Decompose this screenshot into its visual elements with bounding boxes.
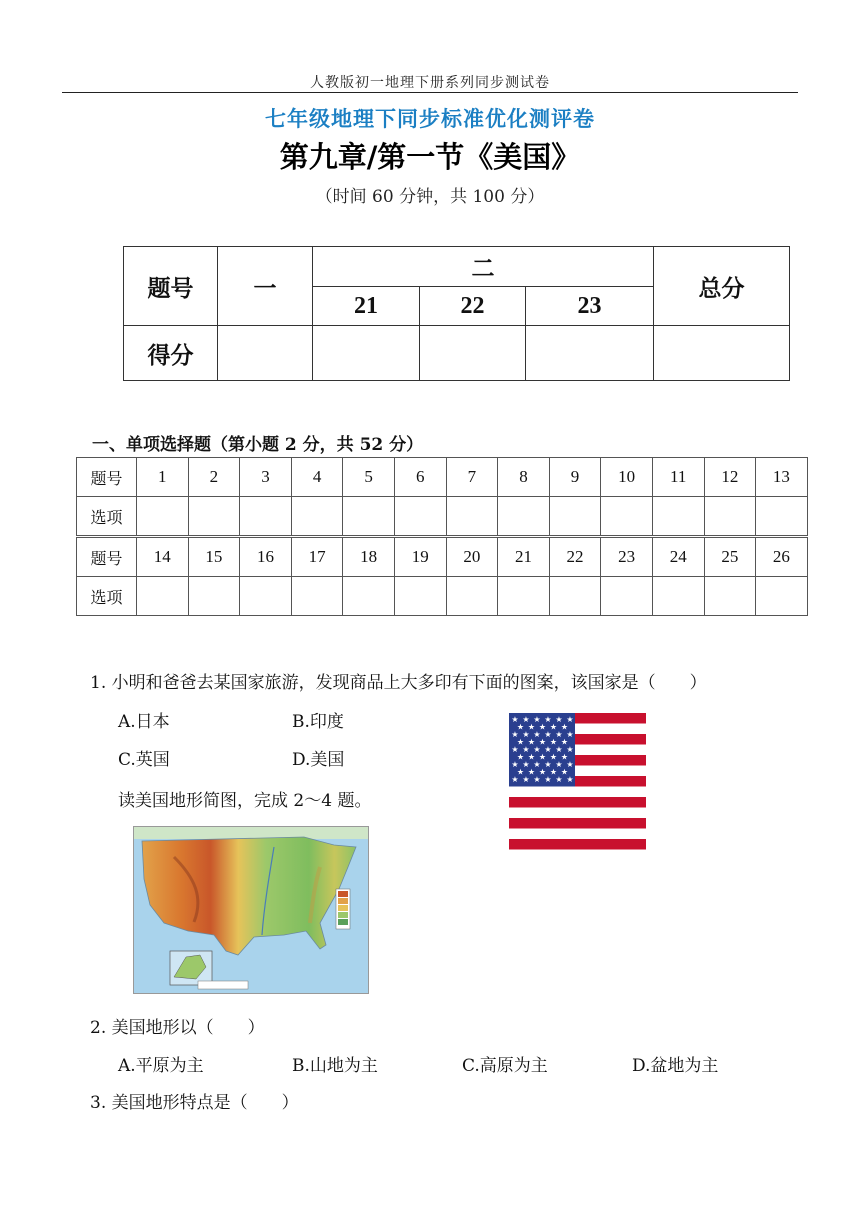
header-divider	[62, 92, 798, 93]
grid-number: 20	[446, 537, 498, 577]
svg-text:★: ★	[566, 760, 574, 769]
grid-number: 2	[188, 458, 240, 497]
score-cell[interactable]	[654, 326, 790, 381]
svg-text:★: ★	[544, 775, 552, 784]
grid-number: 16	[240, 537, 292, 577]
answer-cell[interactable]	[240, 577, 292, 616]
svg-text:★: ★	[516, 737, 525, 747]
grid-number: 21	[498, 537, 550, 577]
svg-text:★: ★	[522, 775, 530, 784]
answer-cell[interactable]	[652, 577, 704, 616]
svg-text:★: ★	[533, 745, 541, 754]
answer-cell[interactable]	[601, 497, 653, 537]
answer-cell[interactable]	[704, 497, 756, 537]
grid-number: 7	[446, 458, 498, 497]
svg-text:★: ★	[522, 730, 530, 739]
q1-option-d[interactable]: D.美国	[292, 750, 345, 770]
svg-text:★: ★	[538, 737, 547, 747]
us-flag-image	[509, 713, 646, 850]
svg-text:★: ★	[566, 775, 574, 784]
answer-cell[interactable]	[394, 497, 446, 537]
score-table	[123, 246, 790, 381]
svg-text:★: ★	[527, 752, 536, 762]
q2-option-c[interactable]: C.高原为主	[462, 1056, 548, 1076]
answer-cell[interactable]	[394, 577, 446, 616]
svg-text:★: ★	[549, 722, 558, 732]
svg-text:★: ★	[566, 745, 574, 754]
answer-cell[interactable]	[652, 497, 704, 537]
score-cell[interactable]	[420, 326, 526, 381]
answer-cell[interactable]	[343, 497, 395, 537]
q1-option-a[interactable]: A.日本	[118, 712, 170, 732]
answer-cell[interactable]	[446, 497, 498, 537]
svg-text:★: ★	[527, 737, 536, 747]
svg-text:★: ★	[533, 715, 541, 724]
svg-text:★: ★	[549, 767, 558, 777]
grid-number: 6	[394, 458, 446, 497]
grid-number: 4	[291, 458, 343, 497]
svg-text:★: ★	[511, 715, 519, 724]
grid-number: 23	[601, 537, 653, 577]
svg-text:★: ★	[511, 730, 519, 739]
svg-text:★: ★	[511, 745, 519, 754]
score-subcol: 21	[313, 287, 420, 326]
svg-text:★: ★	[549, 737, 558, 747]
svg-text:★: ★	[538, 767, 547, 777]
grid-row-label: 题号	[77, 537, 137, 577]
grid-number: 26	[756, 537, 808, 577]
grid-number: 1	[137, 458, 189, 497]
svg-text:★: ★	[527, 722, 536, 732]
score-header-part-two: 二	[313, 247, 654, 287]
answer-cell[interactable]	[498, 497, 550, 537]
score-row-label: 得分	[124, 326, 218, 381]
grid-number: 10	[601, 458, 653, 497]
q2-option-a[interactable]: A.平原为主	[118, 1056, 204, 1076]
svg-text:★: ★	[544, 715, 552, 724]
score-header-question: 题号	[124, 247, 218, 326]
svg-text:★: ★	[533, 775, 541, 784]
grid-row-label: 选项	[77, 497, 137, 537]
svg-text:★: ★	[560, 767, 569, 777]
svg-text:★: ★	[522, 745, 530, 754]
question-1-stem: 1. 小明和爸爸去某国家旅游，发现商品上大多印有下面的图案，该国家是（ ）	[90, 673, 707, 693]
score-subcol: 23	[526, 287, 654, 326]
svg-text:★: ★	[538, 722, 547, 732]
grid-number: 15	[188, 537, 240, 577]
section-heading: 一、单项选择题（第小题 2 分，共 52 分）	[92, 435, 424, 455]
svg-text:★: ★	[549, 752, 558, 762]
svg-text:★: ★	[538, 752, 547, 762]
grid-number: 22	[549, 537, 601, 577]
question-2-stem: 2. 美国地形以（ ）	[90, 1018, 265, 1038]
grid-row-label: 题号	[77, 458, 137, 497]
q2-option-d[interactable]: D.盆地为主	[632, 1056, 719, 1076]
answer-cell[interactable]	[549, 577, 601, 616]
grid-number: 13	[756, 458, 808, 497]
svg-text:★: ★	[527, 767, 536, 777]
svg-text:★: ★	[555, 775, 563, 784]
svg-text:★: ★	[555, 760, 563, 769]
answer-cell[interactable]	[291, 497, 343, 537]
svg-text:★: ★	[522, 715, 530, 724]
svg-text:★: ★	[560, 752, 569, 762]
svg-text:★: ★	[511, 760, 519, 769]
grid-number: 25	[704, 537, 756, 577]
question-3-stem: 3. 美国地形特点是（ ）	[90, 1093, 299, 1113]
svg-text:★: ★	[522, 760, 530, 769]
grid-number: 5	[343, 458, 395, 497]
subtitle: 七年级地理下同步标准优化测评卷	[265, 106, 595, 131]
answer-cell[interactable]	[756, 577, 808, 616]
grid-number: 8	[498, 458, 550, 497]
answer-cell[interactable]	[240, 497, 292, 537]
score-subcol: 22	[420, 287, 526, 326]
svg-text:★: ★	[544, 730, 552, 739]
grid-number: 17	[291, 537, 343, 577]
svg-text:★: ★	[555, 730, 563, 739]
us-topography-map-image	[133, 826, 369, 994]
svg-text:★: ★	[544, 745, 552, 754]
grid-number: 19	[394, 537, 446, 577]
grid-number: 9	[549, 458, 601, 497]
svg-text:★: ★	[511, 775, 519, 784]
score-header-part-one: 一	[218, 247, 313, 326]
answer-cell[interactable]	[498, 577, 550, 616]
answer-cell[interactable]	[601, 577, 653, 616]
grid-number: 24	[652, 537, 704, 577]
svg-text:★: ★	[516, 722, 525, 732]
answer-cell[interactable]	[291, 577, 343, 616]
answer-grid	[76, 457, 808, 616]
grid-number: 11	[652, 458, 704, 497]
score-header-total: 总分	[654, 247, 790, 326]
answer-cell[interactable]	[137, 497, 189, 537]
grid-number: 3	[240, 458, 292, 497]
q1-option-c[interactable]: C.英国	[118, 750, 170, 770]
page-title: 第九章/第一节《美国》	[279, 140, 581, 174]
grid-row-label: 选项	[77, 577, 137, 616]
score-cell[interactable]	[313, 326, 420, 381]
score-cell[interactable]	[526, 326, 654, 381]
q1-option-b[interactable]: B.印度	[292, 712, 344, 732]
svg-text:★: ★	[533, 760, 541, 769]
score-cell[interactable]	[218, 326, 313, 381]
svg-text:★: ★	[566, 730, 574, 739]
answer-cell[interactable]	[549, 497, 601, 537]
grid-number: 18	[343, 537, 395, 577]
answer-cell[interactable]	[188, 497, 240, 537]
time-note: （时间 60 分钟，共 100 分）	[315, 187, 545, 207]
grid-number: 14	[137, 537, 189, 577]
answer-cell[interactable]	[704, 577, 756, 616]
svg-text:★: ★	[560, 722, 569, 732]
svg-text:★: ★	[516, 767, 525, 777]
series-header: 人教版初一地理下册系列同步测试卷	[310, 75, 550, 91]
svg-text:★: ★	[544, 760, 552, 769]
svg-text:★: ★	[566, 715, 574, 724]
svg-text:★: ★	[516, 752, 525, 762]
map-instruction: 读美国地形简图，完成 2～4 题。	[118, 791, 372, 811]
svg-text:★: ★	[555, 745, 563, 754]
answer-cell[interactable]	[343, 577, 395, 616]
svg-text:★: ★	[555, 715, 563, 724]
svg-text:★: ★	[533, 730, 541, 739]
grid-number: 12	[704, 458, 756, 497]
answer-cell[interactable]	[188, 577, 240, 616]
svg-text:★: ★	[560, 737, 569, 747]
answer-cell[interactable]	[137, 577, 189, 616]
q2-option-b[interactable]: B.山地为主	[292, 1056, 378, 1076]
answer-cell[interactable]	[446, 577, 498, 616]
answer-cell[interactable]	[756, 497, 808, 537]
